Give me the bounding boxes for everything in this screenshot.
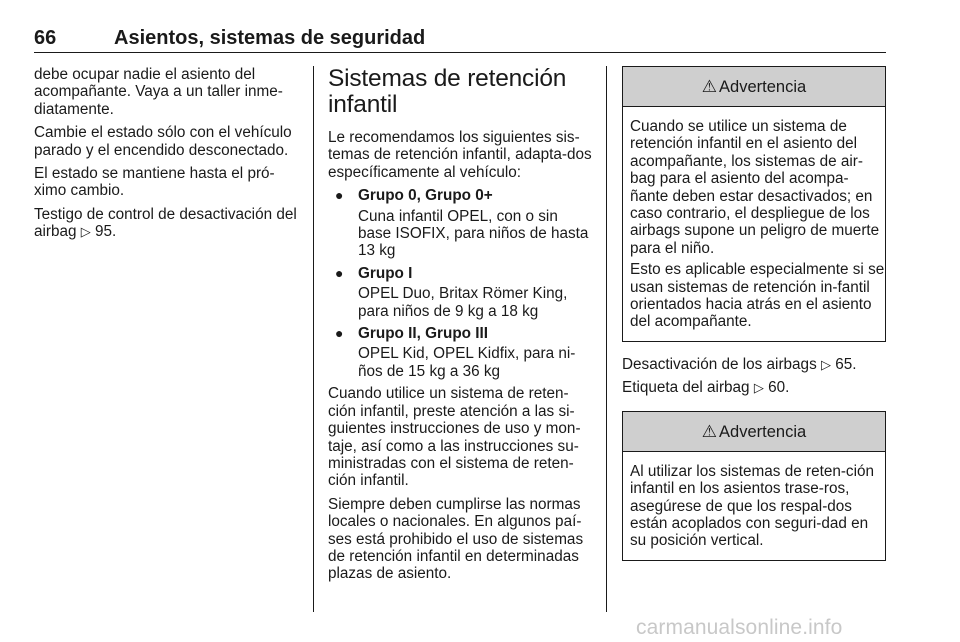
column-1: [34, 66, 298, 247]
list-item: [328, 265, 593, 320]
list-item: [328, 325, 593, 380]
reference-arrow-icon: ▷: [80, 224, 91, 240]
group-name: Grupo 0, Grupo 0+: [358, 187, 493, 205]
reference-label: [622, 379, 886, 396]
column-3: [622, 66, 886, 575]
column-divider-2: [606, 66, 607, 612]
column-divider-1: [313, 66, 314, 612]
column-2: [328, 66, 593, 589]
group-description: Cuna infantil OPEL, con o sin base ISOFIX, para niños de hasta 13 kg: [358, 207, 589, 260]
warning-body: [623, 452, 885, 560]
warning-label: Advertencia: [719, 78, 807, 96]
reference-deactivation: [622, 356, 886, 373]
paragraph-control-light: [34, 206, 298, 241]
paragraph-intro: Le recomendamos los siguientes sis-temas de retención infantil, adapta-dos específicamente al vehículo:: [328, 129, 592, 181]
warning-header: [623, 412, 885, 452]
child-seat-list: [328, 187, 593, 380]
paragraph-local-rules: Siempre deben cumplirse las normas locales o nacionales. En algunos paí-ses está prohibido el uso de sistemas de retención infantil en determinadas plazas de asiento.: [328, 495, 584, 583]
section-title: Sistemas de retención infantil: [328, 65, 567, 118]
warning-text: Esto es aplicable especialmente si se usan sistemas de retención in-fantil orientados hacia atrás en el asiento del acompañante.: [630, 261, 885, 331]
list-item: [328, 187, 593, 260]
group-name: Grupo II, Grupo III: [358, 325, 489, 343]
paragraph-change-state: Cambie el estado sólo con el vehículo parado y el encendido desconectado.: [34, 124, 292, 159]
reference-text: Etiqueta del airbag: [622, 379, 750, 397]
page-reference[interactable]: 95.: [95, 223, 117, 241]
reference-text: Desactivación de los airbags: [622, 355, 817, 373]
warning-text: Al utilizar los sistemas de reten-ción infantil en los asientos trase-ros, asegúrese de que los respal-dos están acoplados con seguri-dad en su posición vertical.: [630, 462, 874, 550]
warning-triangle-icon: ⚠: [701, 421, 718, 441]
control-light-text: Testigo de control de desactivación del airbag: [34, 205, 297, 241]
page-reference[interactable]: 60.: [768, 379, 790, 397]
page-header: [34, 26, 886, 53]
warning-triangle-icon: ⚠: [701, 77, 718, 96]
page-number: 66: [34, 27, 57, 49]
warning-body: [623, 107, 885, 341]
warning-box-1: [622, 66, 886, 342]
group-description: OPEL Kid, OPEL Kidfix, para ni-ños de 15 kg a 36 kg: [358, 345, 576, 380]
bullet-icon: ●: [335, 187, 344, 204]
paragraph-airbag-seat: debe ocupar nadie el asiento del acompañante. Vaya a un taller inme-diatamente.: [34, 66, 283, 118]
page-reference[interactable]: 65.: [835, 355, 857, 373]
warning-header: [623, 67, 885, 107]
reference-arrow-icon: ▷: [753, 380, 764, 396]
group-description: OPEL Duo, Britax Römer King, para niños de 9 kg a 18 kg: [358, 285, 568, 320]
paragraph-state-kept: El estado se mantiene hasta el pró-ximo cambio.: [34, 165, 275, 200]
bullet-icon: ●: [335, 325, 344, 342]
chapter-title: Asientos, sistemas de seguridad: [114, 27, 426, 49]
watermark: carmanualsonline.info: [636, 616, 843, 639]
bullet-icon: ●: [335, 264, 344, 281]
reference-arrow-icon: ▷: [820, 356, 831, 372]
warning-box-2: [622, 411, 886, 561]
paragraph-instructions: Cuando utilice un sistema de reten-ción infantil, preste atención a las si-guientes instrucciones de uso y mon-taje, así como a las instrucciones su-ministradas con el sistema de reten-ción infantil.: [328, 385, 581, 490]
warning-label: Advertencia: [719, 422, 807, 441]
group-name: Grupo I: [358, 264, 413, 282]
warning-text: Cuando se utilice un sistema de retención infantil en el asiento del acompañante, los sistemas de air-bag para el asiento del acompa-ñante deben estar desactivados; en caso contrario, el despliegue de los airbags supone un peligro de muerte para el niño.: [630, 118, 880, 257]
